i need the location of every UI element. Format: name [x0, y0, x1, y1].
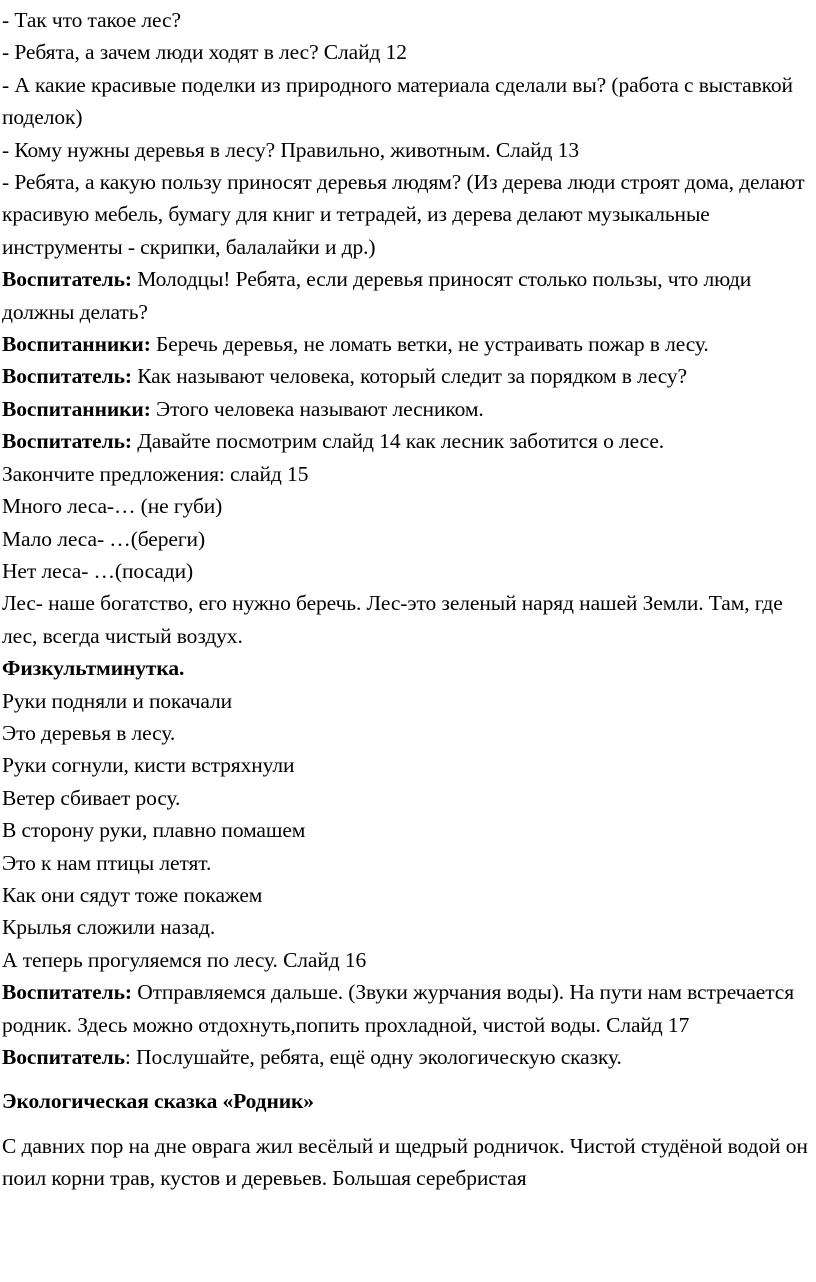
text-line: - Кому нужны деревья в лесу? Правильно, животным. Слайд 13 [2, 137, 579, 162]
text-line: - Ребята, а зачем люди ходят в лес? Слайд 12 [2, 40, 407, 65]
dialog-line [0, 360, 816, 392]
text-line: Много леса-… (не губи) [2, 494, 223, 519]
poem-line: Как они сядут тоже покажем [2, 882, 263, 907]
text-line: Нет леса- …(посади) [2, 558, 194, 583]
poem-line: В сторону руки, плавно помашем [2, 818, 306, 843]
speech-text: Давайте посмотрим слайд 14 как лесник заботится о лесе. [131, 429, 665, 454]
text-line: Закончите предложения: слайд 15 [2, 461, 309, 486]
dialog-line [0, 425, 816, 457]
speaker-label: Воспитанники: [2, 396, 151, 421]
text-line: Мало леса- …(береги) [2, 526, 206, 551]
text-line: - А какие красивые поделки из природного материала сделали вы? (работа с выставкой поделок) [2, 72, 793, 130]
poem-line: А теперь прогуляемся по лесу. Слайд 16 [2, 947, 367, 972]
poem-line: Руки согнули, кисти встряхнули [2, 753, 295, 778]
speech-text: Молодцы! Ребята, если деревья приносят столько пользы, что люди должны делать? [2, 267, 752, 324]
tale-paragraph: С давних пор на дне оврага жил весёлый и щедрый родничок. Чистой студёной водой он поил корни трав, кустов и деревьев. Большая серебристая [2, 1133, 808, 1191]
dialog-line [0, 1041, 816, 1073]
speaker-label: Воспитатель: [2, 980, 132, 1005]
speaker-label: Воспитатель [2, 1045, 125, 1069]
section-heading-tale: Экологическая сказка «Родник» [2, 1089, 314, 1114]
poem-line: Руки подняли и покачали [2, 688, 233, 713]
poem-line: Крылья сложили назад. [2, 915, 216, 940]
speech-text: Беречь деревья, не ломать ветки, не устраивать пожар в лесу. [150, 332, 709, 357]
speaker-label: Воспитатель: [2, 429, 132, 454]
dialog-line [0, 328, 816, 360]
section-heading-fizkult: Физкультминутка. [2, 656, 185, 681]
speaker-label: Воспитанники: [2, 332, 151, 357]
speech-text: Как называют человека, который следит за порядком в лесу? [131, 364, 687, 389]
text-line: - Так что такое лес? [2, 8, 181, 32]
dialog-line [0, 393, 816, 425]
speech-text: Этого человека называют лесником. [150, 396, 484, 421]
speaker-label: Воспитатель: [2, 267, 132, 292]
poem-line: Ветер сбивает росу. [2, 785, 181, 810]
speaker-label: Воспитатель: [2, 364, 132, 389]
dialog-line [0, 263, 816, 328]
dialog-line [0, 976, 816, 1041]
text-line: - Ребята, а какую пользу приносят деревья людям? (Из дерева люди строят дома, делают красивую мебель, бумагу для книг и тетрадей, из дерева делают музыкальные инструменты - скрипки, балалайки и др.) [2, 170, 805, 259]
poem-line: Это к нам птицы летят. [2, 850, 212, 875]
poem-line: Это деревья в лесу. [2, 720, 176, 745]
speech-text: Отправляемся дальше. (Звуки журчания воды). На пути нам встречается родник. Здесь можно отдохнуть,попить прохладной, чистой воды. Слайд 17 [2, 980, 794, 1037]
text-line: Лес- наше богатство, его нужно беречь. Лес-это зеленый наряд нашей Земли. Там, где лес, всегда чистый воздух. [2, 591, 783, 648]
speech-text: : Послушайте, ребята, ещё одну экологическую сказку. [124, 1045, 622, 1069]
